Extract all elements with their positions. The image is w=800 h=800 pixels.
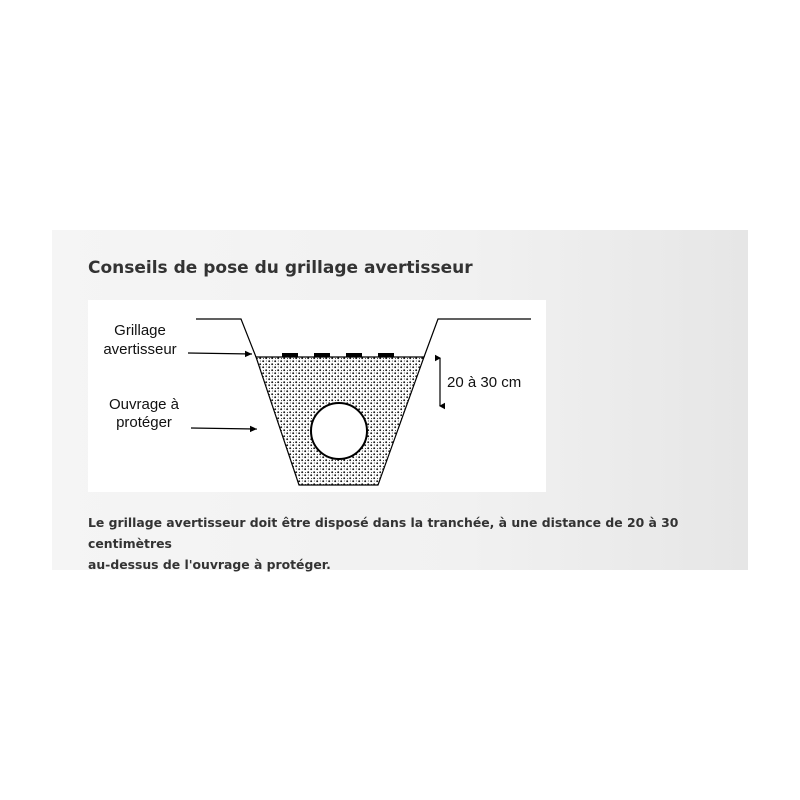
- card-title: Conseils de pose du grillage avertisseur: [88, 258, 473, 278]
- ouvrage-label-line1: Ouvrage à: [108, 396, 180, 413]
- caption-line-1: Le grillage avertisseur doit être disposé dans la tranchée, à une distance de 20 à 30 centimètres: [88, 515, 679, 551]
- caption: [88, 512, 738, 575]
- protected-pipe: [311, 403, 367, 459]
- grillage-arrow: [188, 353, 252, 354]
- ouvrage-label-line2: protéger: [116, 414, 172, 431]
- warning-mesh-strip: [378, 353, 394, 357]
- trench-diagram: [88, 300, 546, 492]
- caption-line-2: au-dessus de l'ouvrage à protéger.: [88, 557, 331, 572]
- ouvrage-arrow: [191, 428, 257, 429]
- warning-mesh-strip: [282, 353, 298, 357]
- trench-diagram-panel: [88, 300, 546, 492]
- grillage-label-line2: avertisseur: [103, 341, 177, 358]
- warning-mesh-strip: [346, 353, 362, 357]
- grillage-label-line1: Grillage: [114, 322, 166, 339]
- warning-mesh-strip: [314, 353, 330, 357]
- ground-line-right: [424, 319, 531, 357]
- distance-label: 20 à 30 cm: [447, 374, 522, 391]
- info-card: [52, 230, 748, 570]
- ground-line-left: [196, 319, 256, 357]
